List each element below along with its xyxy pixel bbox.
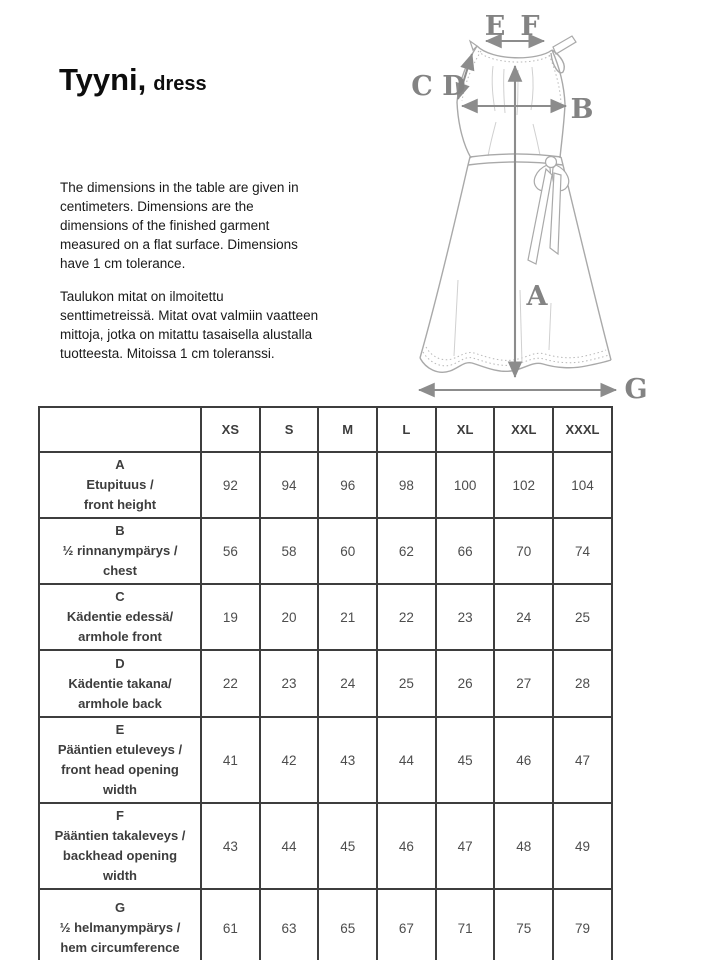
label-line: B [115, 523, 125, 538]
value-c-s: 20 [260, 584, 319, 650]
value-f-l: 46 [377, 803, 436, 889]
value-f-xl: 47 [436, 803, 495, 889]
measure-label-f: F [520, 11, 540, 42]
value-e-xl: 45 [436, 717, 495, 803]
size-column-header-s: S [260, 407, 319, 452]
size-column-header-xl: XL [436, 407, 495, 452]
value-e-m: 43 [318, 717, 377, 803]
value-d-xs: 22 [201, 650, 260, 717]
value-b-l: 62 [377, 518, 436, 584]
label-line: G [114, 900, 126, 915]
value-e-xxxl: 47 [553, 717, 612, 803]
label-line: Pääntien takaleveys / [54, 828, 186, 843]
value-f-s: 44 [260, 803, 319, 889]
value-g-xl: 71 [436, 889, 495, 960]
measurement-label-cell-c [39, 584, 201, 650]
value-a-xxl: 102 [494, 452, 553, 518]
value-e-s: 42 [260, 717, 319, 803]
measurement-label-cell-d [39, 650, 201, 717]
intro-paragraph-english: The dimensions in the table are given in centimeters. Dimensions are the dimensions of the finished garment measured on a flat surface. Dimensions have 1 cm tolerance. [60, 179, 299, 271]
measurement-label-cell-b [39, 518, 201, 584]
value-c-l: 22 [377, 584, 436, 650]
value-a-l: 98 [377, 452, 436, 518]
label-line: armhole front [78, 629, 162, 644]
value-b-m: 60 [318, 518, 377, 584]
value-f-xxxl: 49 [553, 803, 612, 889]
value-d-s: 23 [260, 650, 319, 717]
value-a-m: 96 [318, 452, 377, 518]
value-c-xl: 23 [436, 584, 495, 650]
value-d-xxl: 27 [494, 650, 553, 717]
measurement-row-a [39, 452, 612, 518]
label-line: E [115, 722, 125, 737]
value-c-m: 21 [318, 584, 377, 650]
measurement-row-f [39, 803, 612, 889]
label-line: armhole back [78, 695, 162, 711]
label-line: backhead opening width [62, 848, 178, 883]
measurement-label-cell-a [39, 452, 201, 518]
value-e-xxl: 46 [494, 717, 553, 803]
measurement-row-c [39, 584, 612, 650]
size-column-header-xs: XS [201, 407, 260, 452]
value-b-xl: 66 [436, 518, 495, 584]
value-d-xl: 26 [436, 650, 495, 717]
label-line: C [115, 589, 125, 604]
value-f-xs: 43 [201, 803, 260, 889]
measurement-label-cell-f [39, 803, 201, 889]
value-a-s: 94 [260, 452, 319, 518]
value-g-l: 67 [377, 889, 436, 960]
intro-paragraph-finnish: Taulukon mitat on ilmoitettu senttimetreissä. Mitat ovat valmiin vaatteen mittoja, jotka on mitattu tasaisella alustalla tuotteesta. Mitoissa 1 cm toleranssi. [60, 288, 319, 361]
value-g-s: 63 [260, 889, 319, 960]
measure-label-b: B [570, 94, 594, 125]
label-line: F [116, 808, 124, 823]
value-c-xxl: 24 [494, 584, 553, 650]
value-g-xxl: 75 [494, 889, 553, 960]
value-b-xxl: 70 [494, 518, 553, 584]
label-line: hem circumference [60, 940, 180, 955]
value-b-xxxl: 74 [553, 518, 612, 584]
value-e-xs: 41 [201, 717, 260, 803]
corner-cell [39, 407, 201, 452]
measurement-row-g [39, 889, 612, 960]
measure-label-g: G [624, 374, 648, 404]
value-b-s: 58 [260, 518, 319, 584]
dress-measurement-diagram [400, 8, 662, 404]
label-line: Kädentie edessä/ [66, 609, 174, 624]
size-column-header-xxl: XXL [494, 407, 553, 452]
measurement-row-b [39, 518, 612, 584]
label-line: Kädentie takana/ [68, 675, 172, 691]
size-table [38, 406, 613, 960]
label-line: Pääntien etuleveys / [57, 742, 183, 757]
label-line: Etupituus / [86, 477, 154, 492]
label-line: D [115, 655, 125, 671]
size-table-body [39, 452, 612, 960]
value-g-xxxl: 79 [553, 889, 612, 960]
value-g-xs: 61 [201, 889, 260, 960]
value-g-m: 65 [318, 889, 377, 960]
page-title [59, 62, 207, 98]
garment-type: dress [153, 73, 207, 95]
size-column-header-m: M [318, 407, 377, 452]
measure-label-a: A [526, 281, 548, 312]
label-line: front height [83, 497, 157, 512]
label-line: A [115, 457, 125, 472]
measure-label-c: C [411, 71, 433, 102]
size-table-head-row [39, 407, 612, 452]
value-d-l: 25 [377, 650, 436, 717]
measurement-row-e [39, 717, 612, 803]
value-c-xs: 19 [201, 584, 260, 650]
measurement-row-d [39, 650, 612, 717]
measurement-label-cell-g [39, 889, 201, 960]
size-column-header-l: L [377, 407, 436, 452]
value-e-l: 44 [377, 717, 436, 803]
garment-name: Tyyni, [59, 62, 147, 97]
value-d-m: 24 [318, 650, 377, 717]
value-a-xs: 92 [201, 452, 260, 518]
value-a-xxxl: 104 [553, 452, 612, 518]
measurement-label-cell-e [39, 717, 201, 803]
label-line: ½ rinnanympärys / [62, 543, 178, 558]
measure-label-d: D [442, 71, 466, 102]
label-line: front head opening width [61, 762, 179, 797]
value-f-m: 45 [318, 803, 377, 889]
value-b-xs: 56 [201, 518, 260, 584]
value-d-xxxl: 28 [553, 650, 612, 717]
size-column-header-xxxl: XXXL [553, 407, 612, 452]
label-line: chest [103, 563, 137, 578]
value-c-xxxl: 25 [553, 584, 612, 650]
value-a-xl: 100 [436, 452, 495, 518]
label-line: ½ helmanympärys / [59, 920, 181, 935]
value-f-xxl: 48 [494, 803, 553, 889]
measure-label-e: E [484, 11, 506, 42]
